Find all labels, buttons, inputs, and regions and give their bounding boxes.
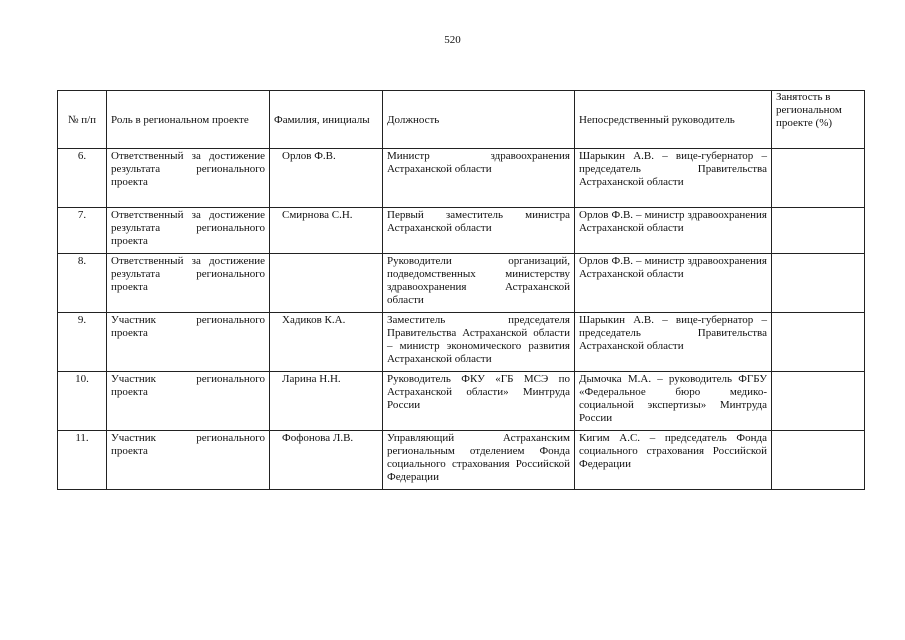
- row-number: 11.: [58, 431, 107, 490]
- row-role: Участник регионального проекта: [107, 313, 270, 372]
- row-busy: [772, 254, 865, 313]
- row-name: Хадиков К.А.: [270, 313, 383, 372]
- row-position: Руководитель ФКУ «ГБ МСЭ по Астраханской области» Минтруда России: [383, 372, 575, 431]
- row-name: Орлов Ф.В.: [270, 149, 383, 208]
- row-position: Заместитель председателя Правительства Астраханской области – министр экономического развития Астраханской области: [383, 313, 575, 372]
- table-row: [58, 372, 865, 431]
- table-header-row: [58, 91, 865, 149]
- header-name: Фамилия, инициалы: [270, 91, 383, 149]
- row-busy: [772, 372, 865, 431]
- row-name: Ларина Н.Н.: [270, 372, 383, 431]
- row-name: Смирнова С.Н.: [270, 208, 383, 254]
- participants-table: [57, 90, 865, 490]
- table-row: [58, 313, 865, 372]
- table-row: [58, 431, 865, 490]
- row-manager: Шарыкин А.В. – вице-губернатор – председатель Правительства Астраханской области: [575, 313, 772, 372]
- table-row: [58, 149, 865, 208]
- row-role: Участник регионального проекта: [107, 372, 270, 431]
- row-busy: [772, 313, 865, 372]
- row-manager: Шарыкин А.В. – вице-губернатор – председатель Правительства Астраханской области: [575, 149, 772, 208]
- row-role: Ответственный за достижение результата регионального проекта: [107, 149, 270, 208]
- row-name: [270, 254, 383, 313]
- header-number: № п/п: [58, 91, 107, 149]
- row-manager: Орлов Ф.В. – министр здравоохранения Астраханской области: [575, 254, 772, 313]
- row-number: 8.: [58, 254, 107, 313]
- row-busy: [772, 208, 865, 254]
- row-manager: Дымочка М.А. – руководитель ФГБУ «Федеральное бюро медико-социальной экспертизы» Минтруда России: [575, 372, 772, 431]
- row-position: Руководители организаций, подведомственных министерству здравоохранения Астраханской области: [383, 254, 575, 313]
- row-number: 7.: [58, 208, 107, 254]
- header-position: Должность: [383, 91, 575, 149]
- header-busy: Занятость в региональном проекте (%): [772, 91, 865, 149]
- row-position: Министр здравоохранения Астраханской области: [383, 149, 575, 208]
- row-busy: [772, 431, 865, 490]
- row-manager: Орлов Ф.В. – министр здравоохранения Астраханской области: [575, 208, 772, 254]
- table-row: [58, 254, 865, 313]
- row-manager: Кигим А.С. – председатель Фонда социального страхования Российской Федерации: [575, 431, 772, 490]
- row-busy: [772, 149, 865, 208]
- row-role: Ответственный за достижение результата регионального проекта: [107, 254, 270, 313]
- header-role: Роль в региональном проекте: [107, 91, 270, 149]
- page-number: 520: [444, 34, 461, 46]
- row-position: Управляющий Астраханским региональным отделением Фонда социального страхования Российской Федерации: [383, 431, 575, 490]
- row-role: Участник регионального проекта: [107, 431, 270, 490]
- row-role: Ответственный за достижение результата регионального проекта: [107, 208, 270, 254]
- row-number: 9.: [58, 313, 107, 372]
- header-manager: Непосредственный руководитель: [575, 91, 772, 149]
- row-number: 6.: [58, 149, 107, 208]
- row-name: Фофонова Л.В.: [270, 431, 383, 490]
- row-position: Первый заместитель министра Астраханской области: [383, 208, 575, 254]
- row-number: 10.: [58, 372, 107, 431]
- table-row: [58, 208, 865, 254]
